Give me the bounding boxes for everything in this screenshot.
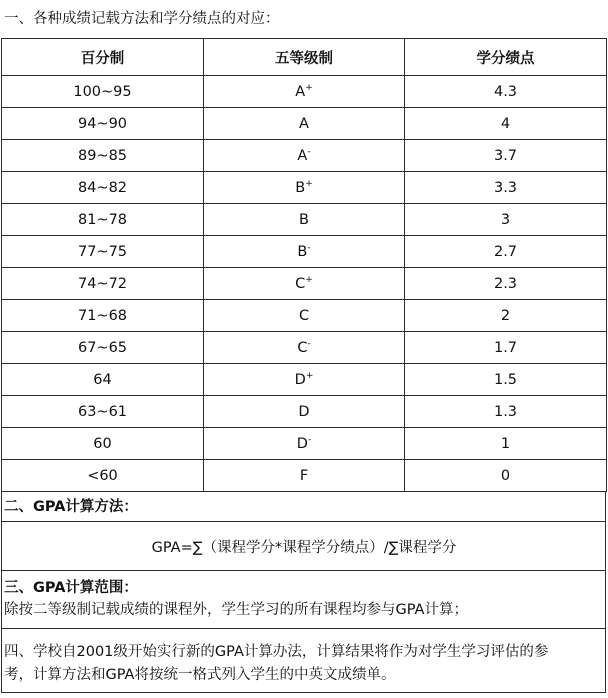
grade-letter: C — [295, 275, 306, 292]
grade-cell — [204, 396, 405, 428]
grade-letter: B — [297, 243, 308, 260]
grade-cell — [204, 140, 405, 172]
grade-modifier: - — [307, 434, 312, 445]
grade-letter: F — [299, 467, 309, 484]
gpa-formula: GPA=∑（课程学分*课程学分绩点）/∑课程学分 — [151, 540, 457, 556]
grade-letter: C — [298, 307, 310, 324]
table-row — [2, 140, 607, 172]
grade-letter: D — [294, 371, 306, 388]
grade-point-cell: 2.7 — [405, 236, 607, 268]
grade-letter: D — [298, 403, 310, 420]
percentage-cell: 84~82 — [2, 172, 204, 204]
table-row — [2, 364, 607, 396]
left-border — [1, 491, 2, 693]
section4-line1: 四、学校自2001级开始实行新的GPA计算办法，计算结果将作为对学生学习评估的参 — [4, 644, 549, 660]
percentage-cell: 71~68 — [2, 300, 204, 332]
right-border — [605, 491, 606, 693]
grade-modifier: + — [305, 178, 313, 189]
grade-letter: A — [297, 147, 308, 164]
percentage-cell: 74~72 — [2, 268, 204, 300]
grade-modifier: + — [305, 82, 313, 93]
table-row — [2, 460, 607, 492]
table-row — [2, 300, 607, 332]
percentage-cell: 89~85 — [2, 140, 204, 172]
grade-letter: B — [295, 179, 306, 196]
percentage-cell: 64 — [2, 364, 204, 396]
grade-point-cell: 1.5 — [405, 364, 607, 396]
header-grade-point: 学分绩点 — [405, 39, 607, 76]
grade-point-cell: 4 — [405, 108, 607, 140]
grade-cell — [204, 236, 405, 268]
table-row — [2, 268, 607, 300]
grade-modifier: + — [305, 370, 314, 381]
grade-point-cell: 3 — [405, 204, 607, 236]
table-row — [2, 332, 607, 364]
table-header-row — [2, 39, 607, 76]
grade-mapping-table — [1, 38, 607, 492]
table-row — [2, 428, 607, 460]
grade-point-cell: 2.3 — [405, 268, 607, 300]
grade-modifier: - — [307, 242, 311, 253]
section2-title: 二、GPA计算方法： — [4, 499, 138, 515]
table-row — [2, 108, 607, 140]
table-row — [2, 236, 607, 268]
percentage-cell: 81~78 — [2, 204, 204, 236]
grade-cell — [204, 332, 405, 364]
grade-point-cell: 1.3 — [405, 396, 607, 428]
percentage-cell: 60 — [2, 428, 204, 460]
grade-point-cell: 3.7 — [405, 140, 607, 172]
grade-point-cell: 1.7 — [405, 332, 607, 364]
grade-cell — [204, 364, 405, 396]
grade-table-body — [2, 76, 607, 492]
grade-cell — [204, 172, 405, 204]
grade-point-cell: 3.3 — [405, 172, 607, 204]
percentage-cell: <60 — [2, 460, 204, 492]
percentage-cell: 77~75 — [2, 236, 204, 268]
section4-line2: 考，计算方法和GPA将按统一格式列入学生的中英文成绩单。 — [4, 667, 396, 683]
percentage-cell: 100~95 — [2, 76, 204, 108]
header-five-level: 五等级制 — [204, 39, 405, 76]
divider — [1, 692, 606, 693]
grade-cell — [204, 460, 405, 492]
grade-letter: C — [297, 339, 308, 356]
grade-point-cell: 0 — [405, 460, 607, 492]
divider — [1, 521, 606, 522]
divider — [1, 628, 606, 629]
grade-modifier: - — [307, 146, 311, 157]
section3-title: 三、GPA计算范围： — [4, 580, 138, 596]
grade-point-cell: 2 — [405, 300, 607, 332]
grade-modifier: - — [307, 338, 311, 349]
table-row — [2, 76, 607, 108]
table-row — [2, 396, 607, 428]
grade-cell — [204, 300, 405, 332]
grade-cell — [204, 76, 405, 108]
section3-body: 除按二等级制记载成绩的课程外，学生学习的所有课程均参与GPA计算； — [4, 602, 468, 618]
grade-letter: B — [299, 211, 309, 228]
grade-letter: A — [299, 115, 309, 132]
divider — [1, 570, 606, 571]
grade-letter: D — [296, 435, 308, 452]
percentage-cell: 63~61 — [2, 396, 204, 428]
table-row — [2, 204, 607, 236]
percentage-cell: 67~65 — [2, 332, 204, 364]
grade-cell — [204, 428, 405, 460]
percentage-cell: 94~90 — [2, 108, 204, 140]
grade-point-cell: 4.3 — [405, 76, 607, 108]
table-row — [2, 172, 607, 204]
grade-modifier: + — [305, 274, 313, 285]
header-percentage: 百分制 — [2, 39, 204, 76]
grade-cell — [204, 268, 405, 300]
section1-title: 一、各种成绩记载方法和学分绩点的对应： — [4, 11, 280, 27]
grade-cell — [204, 204, 405, 236]
divider — [1, 491, 606, 492]
grade-letter: A — [295, 83, 306, 100]
grade-point-cell: 1 — [405, 428, 607, 460]
grade-cell — [204, 108, 405, 140]
